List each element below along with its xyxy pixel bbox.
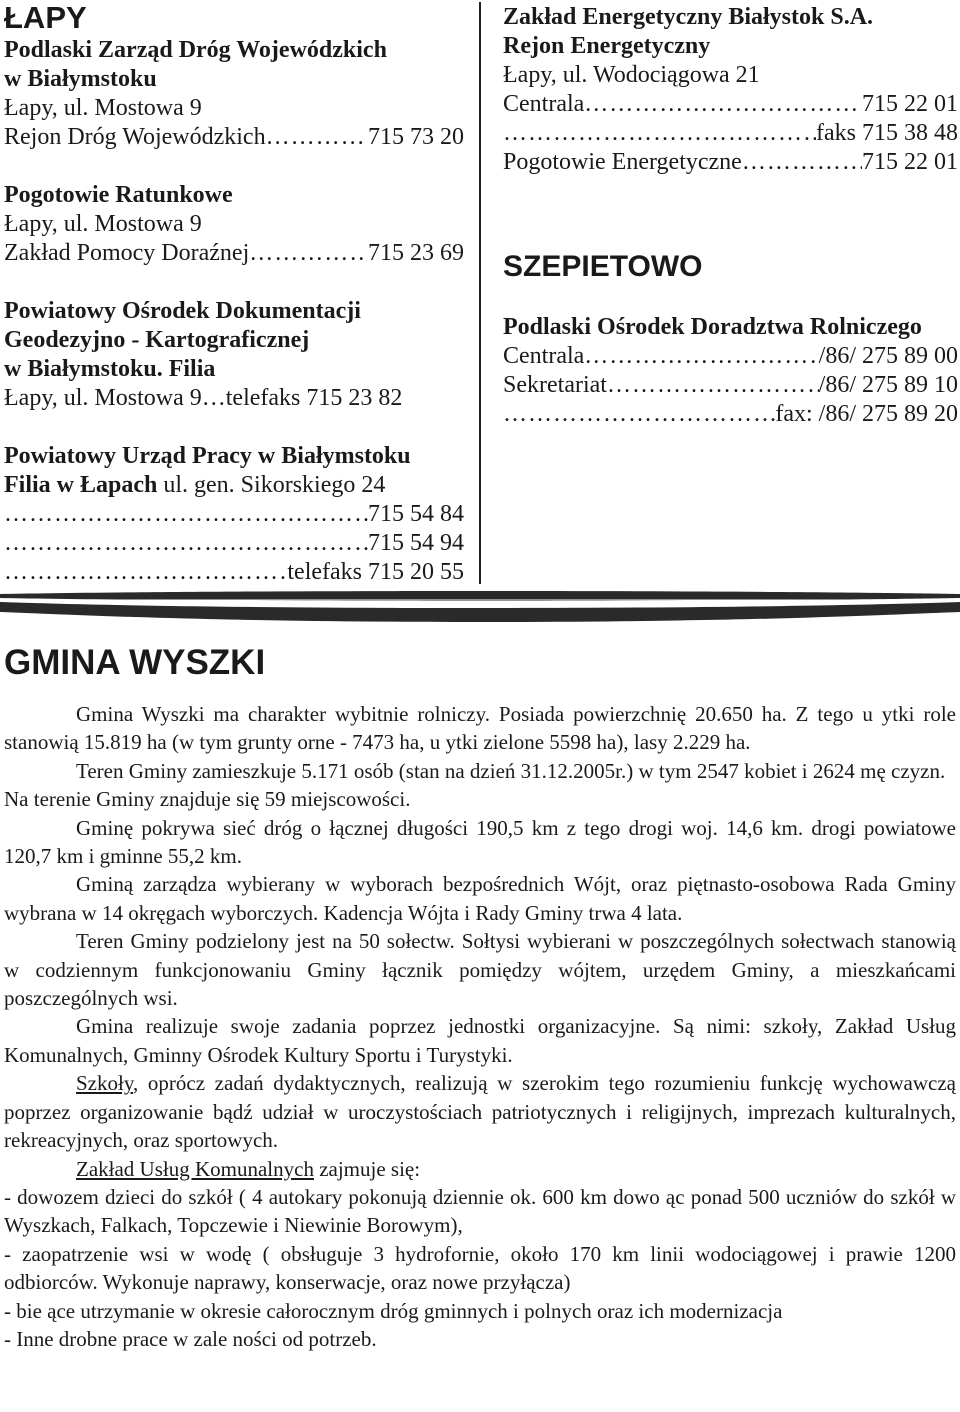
pup-fax-row [4, 558, 464, 587]
column-divider [479, 2, 481, 584]
pup-phone1-row [4, 500, 464, 529]
energia-centrala-phone: 715 22 01 [862, 91, 958, 117]
energia-centrala-label: Centrala [503, 91, 585, 117]
spacer [503, 285, 958, 313]
odr-sekretariat-phone: /86/ 275 89 10 [818, 372, 958, 398]
pup-phone2: 715 54 94 [368, 530, 464, 556]
paragraph-solectwa: Teren Gminy podzielony jest na 50 sołectw. Sołtysi wybierani w poszczególnych sołectwach stanowią w codziennym funkcjonowaniu Gminy łącznik pomiędzy wójtem, urzędem Gminy, a mieszkańcami poszczególnych wsi. [4, 929, 956, 1011]
bullet-other: - Inne drobne prace w zale ności od potrzeb. [4, 1326, 377, 1351]
pup-phone2-row [4, 529, 464, 558]
energia-fax: faks 715 38 48 [816, 120, 958, 146]
spacer [4, 152, 464, 181]
paragraph-zuk [4, 1155, 956, 1183]
energia-pogotowie-row [503, 148, 958, 177]
pup-address: ul. gen. Sikorskiego 24 [157, 472, 386, 498]
bullet-transport: - dowozem dzieci do szkół ( 4 autokary pokonują dziennie ok. 600 km dowo ąc ponad 500 uczniów do szkół w Wyszkach, Falkach, Topczewie i Niewinie Borowym), [4, 1184, 956, 1238]
zpd-row [4, 239, 464, 268]
gmina-wyszki-heading: GMINA WYSZKI [4, 643, 266, 682]
bullet-roads: - bie ące utrzymanie w okresie całorocznym dróg gminnych i polnych oraz ich modernizacja [4, 1298, 783, 1323]
pzdw-name-line1: Podlaski Zarząd Dróg Wojewódzkich [4, 37, 387, 63]
paragraph-population: Teren Gminy zamieszkuje 5.171 osób (stan na dzień 31.12.2005r.) w tym 2547 kobiet i 2624 mę czyzn. [76, 758, 946, 783]
zpd-label: Zakład Pomocy Doraźnej [4, 240, 250, 266]
odr-centrala-row [503, 342, 958, 371]
spacer [4, 268, 464, 297]
dot-leader [742, 148, 862, 177]
pzdw-rejon-label: Rejon Dróg Wojewódzkich [4, 124, 266, 150]
energia-pogotowie-phone: 715 22 01 [862, 149, 958, 175]
energia-name-line1: Zakład Energetyczny Białystok S.A. [503, 4, 874, 30]
paragraph-area: Gmina Wyszki ma charakter wybitnie rolniczy. Posiada powierzchnię 20.650 ha. Z tego u ytki role stanowią 15.819 ha (w tym grunty orne - 7473 ha, u ytki zielone 5598 ha), lasy 2.229 ha. [4, 702, 956, 755]
podgik-line1: Powiatowy Ośrodek Dokumentacji [4, 298, 361, 324]
podgik-line3: w Białymstoku. Filia [4, 356, 216, 382]
schools-link-text: Szkoły [76, 1071, 133, 1096]
podgik-line2: Geodezyjno - Kartograficznej [4, 327, 310, 353]
zuk-text: zajmuje się: [313, 1156, 421, 1181]
szepietowo-heading: SZEPIETOWO [503, 250, 703, 283]
paragraph-localities: Na terenie Gminy znajduje się 59 miejscowości. [4, 787, 411, 812]
separator-graphic [0, 586, 960, 628]
right-column [503, 0, 958, 429]
zuk-link-text: Zakład Usług Komunalnych [76, 1156, 314, 1181]
dot-leader [584, 342, 818, 371]
dot-leader [4, 558, 287, 587]
dot-leader [503, 400, 775, 429]
gmina-wyszki-body [4, 700, 956, 1353]
energia-pogotowie-label: Pogotowie Energetyczne [503, 149, 742, 175]
spacer [4, 413, 464, 442]
pup-phone1: 715 54 84 [368, 501, 464, 527]
odr-sekretariat-row [503, 371, 958, 400]
paragraph-governance: Gminą zarządza wybierany w wyborach bezpośrednich Wójt, oraz piętnasto-osobowa Rada Gminy wybrana w 14 okręgach wyborczych. Kadencja Wójta i Rady Gminy trwa 4 lata. [4, 872, 956, 925]
paragraph-units: Gmina realizuje swoje zadania poprzez jednostki organizacyjne. Są nimi: szkoły, Zakład Usług Komunalnych, Gminny Ośrodek Kultury Sportu i Turystyki. [4, 1014, 956, 1067]
pzdw-name-line2: w Białymstoku [4, 66, 157, 92]
dot-leader [584, 90, 862, 119]
left-column [4, 0, 464, 587]
pzdw-address: Łapy, ul. Mostowa 9 [4, 95, 202, 121]
schools-text: , oprócz zadań dydaktycznych, realizują w szerokim tego rozumieniu funkcję wychowawczą poprzez organizowanie bądź udział w uroczystościach patriotycznych i religijnych, imprezach kulturalnych, rekreacyjnych, oraz sportowych. [4, 1071, 956, 1153]
pzdw-rejon-row [4, 123, 464, 152]
podgik-address: Łapy, ul. Mostowa 9 [4, 385, 202, 411]
zpd-phone: 715 23 69 [368, 240, 464, 266]
dot-leader [503, 119, 816, 148]
dot-leader [607, 371, 819, 400]
odr-sekretariat-label: Sekretariat [503, 372, 607, 398]
podgik-fax-row [4, 384, 464, 413]
pup-line2 [4, 471, 464, 500]
section-separator-banner [0, 586, 960, 628]
dot-leader [202, 384, 226, 413]
dot-leader [249, 239, 368, 268]
energia-name-line2: Rejon Energetyczny [503, 33, 711, 59]
odr-centrala-label: Centrala [503, 343, 585, 369]
odr-centrala-phone: /86/ 275 89 00 [818, 343, 958, 369]
dot-leader [4, 529, 368, 558]
pogotowie-name: Pogotowie Ratunkowe [4, 182, 233, 208]
energia-address: Łapy, ul. Wodociągowa 21 [503, 62, 760, 88]
lapy-heading: ŁAPY [4, 0, 87, 35]
bullet-water: - zaopatrzenie wsi w wodę ( obsługuje 3 hydrofornie, około 170 km linii wodociągowej i prawie 1200 odbiorców. Wykonuje naprawy, konserwacje, oraz nowe przyłącza) [4, 1241, 956, 1295]
odr-name: Podlaski Ośrodek Doradztwa Rolniczego [503, 314, 922, 340]
pup-line1: Powiatowy Urząd Pracy w Białymstoku [4, 443, 411, 469]
gmina-wyszki-section [4, 642, 956, 1353]
pogotowie-address: Łapy, ul. Mostowa 9 [4, 211, 202, 237]
energia-centrala-row [503, 90, 958, 119]
pup-fax: telefaks 715 20 55 [287, 559, 464, 585]
odr-fax-row [503, 400, 958, 429]
podgik-fax: telefaks 715 23 82 [225, 385, 403, 411]
paragraph-schools [4, 1069, 956, 1154]
paragraph-roads: Gminę pokrywa sieć dróg o łącznej długości 190,5 km z tego drogi woj. 14,6 km. drogi powiatowe 120,7 km i gminne 55,2 km. [4, 815, 956, 869]
odr-fax: fax: /86/ 275 89 20 [775, 401, 958, 427]
dot-leader [4, 500, 368, 529]
pzdw-rejon-phone: 715 73 20 [368, 124, 464, 150]
energia-fax-row [503, 119, 958, 148]
dot-leader [266, 123, 368, 152]
spacer [503, 177, 958, 249]
pup-filia: Filia w Łapach [4, 472, 158, 498]
